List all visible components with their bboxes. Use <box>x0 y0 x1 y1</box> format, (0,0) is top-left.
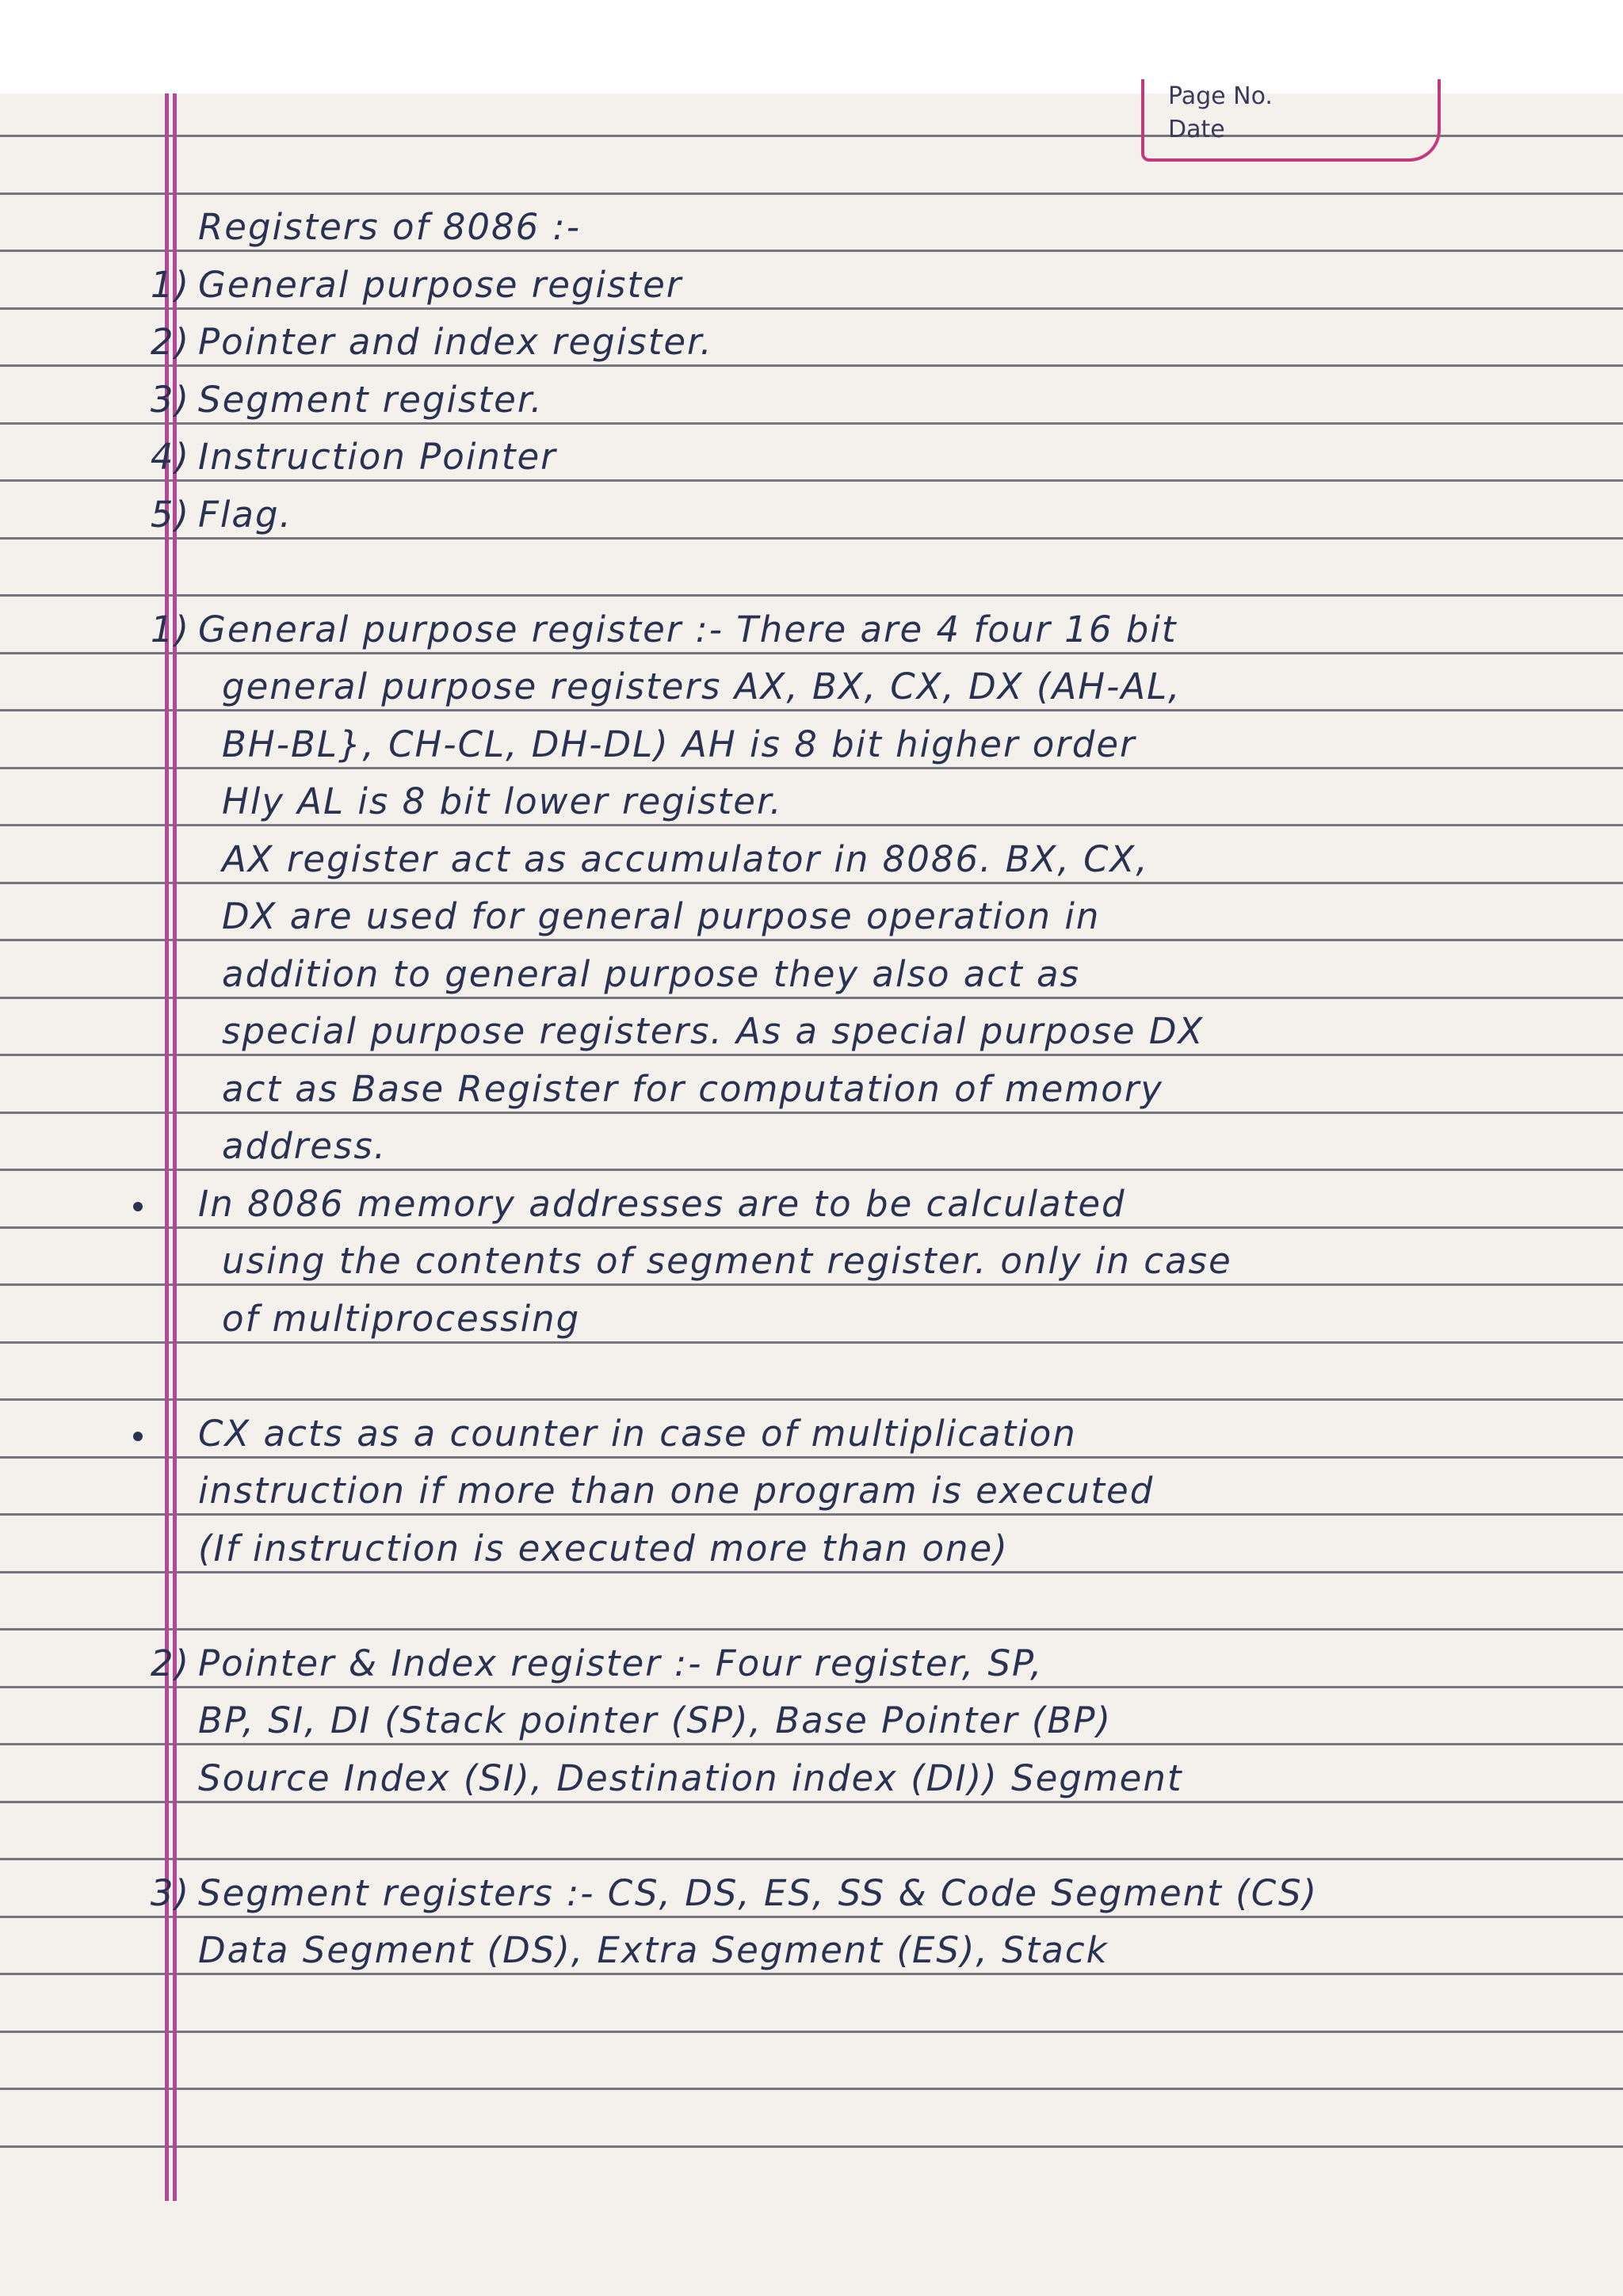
ruled-line <box>0 1858 1623 1860</box>
note-line <box>0 374 1623 426</box>
note-text: Registers of 8086 :- <box>198 206 581 248</box>
note-text: Instruction Pointer <box>198 436 557 478</box>
ruled-line <box>0 1398 1623 1401</box>
note-text: address. <box>222 1125 388 1167</box>
list-number: 1) <box>150 608 190 650</box>
note-text: Data Segment (DS), Extra Segment (ES), Stack <box>198 1929 1109 1971</box>
note-line <box>0 1005 1623 1058</box>
date-label: Date <box>1168 116 1225 143</box>
note-line <box>0 1695 1623 1747</box>
note-text: general purpose registers AX, BX, CX, DX (AH-AL, <box>222 666 1182 707</box>
ruled-line <box>0 1628 1623 1630</box>
note-line <box>0 661 1623 713</box>
note-line <box>0 431 1623 483</box>
note-text: (If instruction is executed more than one) <box>198 1527 1009 1569</box>
note-text: Flag. <box>198 493 292 536</box>
note-text: of multiprocessing <box>222 1297 581 1340</box>
ruled-line <box>0 2145 1623 2148</box>
note-text: Source Index (SI), Destination index (DI)) Segment <box>198 1756 1183 1799</box>
note-line <box>0 776 1623 828</box>
note-text: Pointer and index register. <box>198 321 713 363</box>
list-number: 2) <box>150 1642 190 1684</box>
ruled-line <box>0 594 1623 597</box>
note-text: General purpose register <box>198 263 683 306</box>
list-number: 3) <box>150 1871 190 1914</box>
note-line <box>0 604 1623 656</box>
note-line <box>0 316 1623 368</box>
note-line <box>0 201 1623 254</box>
note-line <box>0 891 1623 943</box>
note-line <box>0 1235 1623 1287</box>
note-line <box>0 1523 1623 1575</box>
note-text: BH-BL}, CH-CL, DH-DL) AH is 8 bit higher order <box>222 723 1136 765</box>
bullet-icon <box>133 1202 143 1211</box>
note-line <box>0 1465 1623 1517</box>
note-text: special purpose registers. As a special purpose DX <box>222 1010 1205 1052</box>
note-line <box>0 1120 1623 1173</box>
note-text: CX acts as a counter in case of multiplication <box>198 1412 1077 1455</box>
note-line <box>0 719 1623 771</box>
ruled-line <box>0 2088 1623 2090</box>
note-line <box>0 1753 1623 1805</box>
list-number: 2) <box>150 321 190 363</box>
note-text: Pointer & Index register :- Four register, SP, <box>198 1642 1044 1684</box>
bullet-icon <box>133 1432 143 1441</box>
note-line <box>0 1408 1623 1460</box>
list-number: 4) <box>150 436 190 478</box>
note-text: AX register act as accumulator in 8086. BX, CX, <box>222 837 1149 880</box>
list-number: 5) <box>150 493 190 536</box>
ruled-line <box>0 193 1623 195</box>
note-line <box>0 259 1623 311</box>
note-text: Hly AL is 8 bit lower register. <box>222 780 783 822</box>
note-text: act as Base Register for computation of memory <box>222 1067 1163 1110</box>
note-text: General purpose register :- There are 4 four 16 bit <box>198 608 1178 650</box>
list-number: 1) <box>150 263 190 306</box>
note-line <box>0 1293 1623 1345</box>
note-text: In 8086 memory addresses are to be calculated <box>198 1182 1126 1225</box>
ruled-line <box>0 2031 1623 2033</box>
note-text: using the contents of segment register. only in case <box>222 1240 1232 1282</box>
note-line <box>0 489 1623 541</box>
note-text: addition to general purpose they also act as <box>222 952 1081 995</box>
note-text: instruction if more than one program is executed <box>198 1470 1155 1512</box>
note-line <box>0 1867 1623 1920</box>
list-number: 3) <box>150 378 190 421</box>
page-no-label: Page No. <box>1168 82 1273 110</box>
note-text: Segment register. <box>198 378 544 421</box>
note-text: DX are used for general purpose operation in <box>222 895 1101 937</box>
note-line <box>0 1063 1623 1116</box>
note-text: BP, SI, DI (Stack pointer (SP), Base Pointer (BP) <box>198 1699 1113 1741</box>
page-number-box <box>1141 79 1441 162</box>
note-line <box>0 833 1623 886</box>
note-line <box>0 948 1623 1001</box>
note-line <box>0 1924 1623 1977</box>
note-line <box>0 1638 1623 1690</box>
note-text: Segment registers :- CS, DS, ES, SS & Code Segment (CS) <box>198 1871 1319 1914</box>
note-line <box>0 1178 1623 1230</box>
